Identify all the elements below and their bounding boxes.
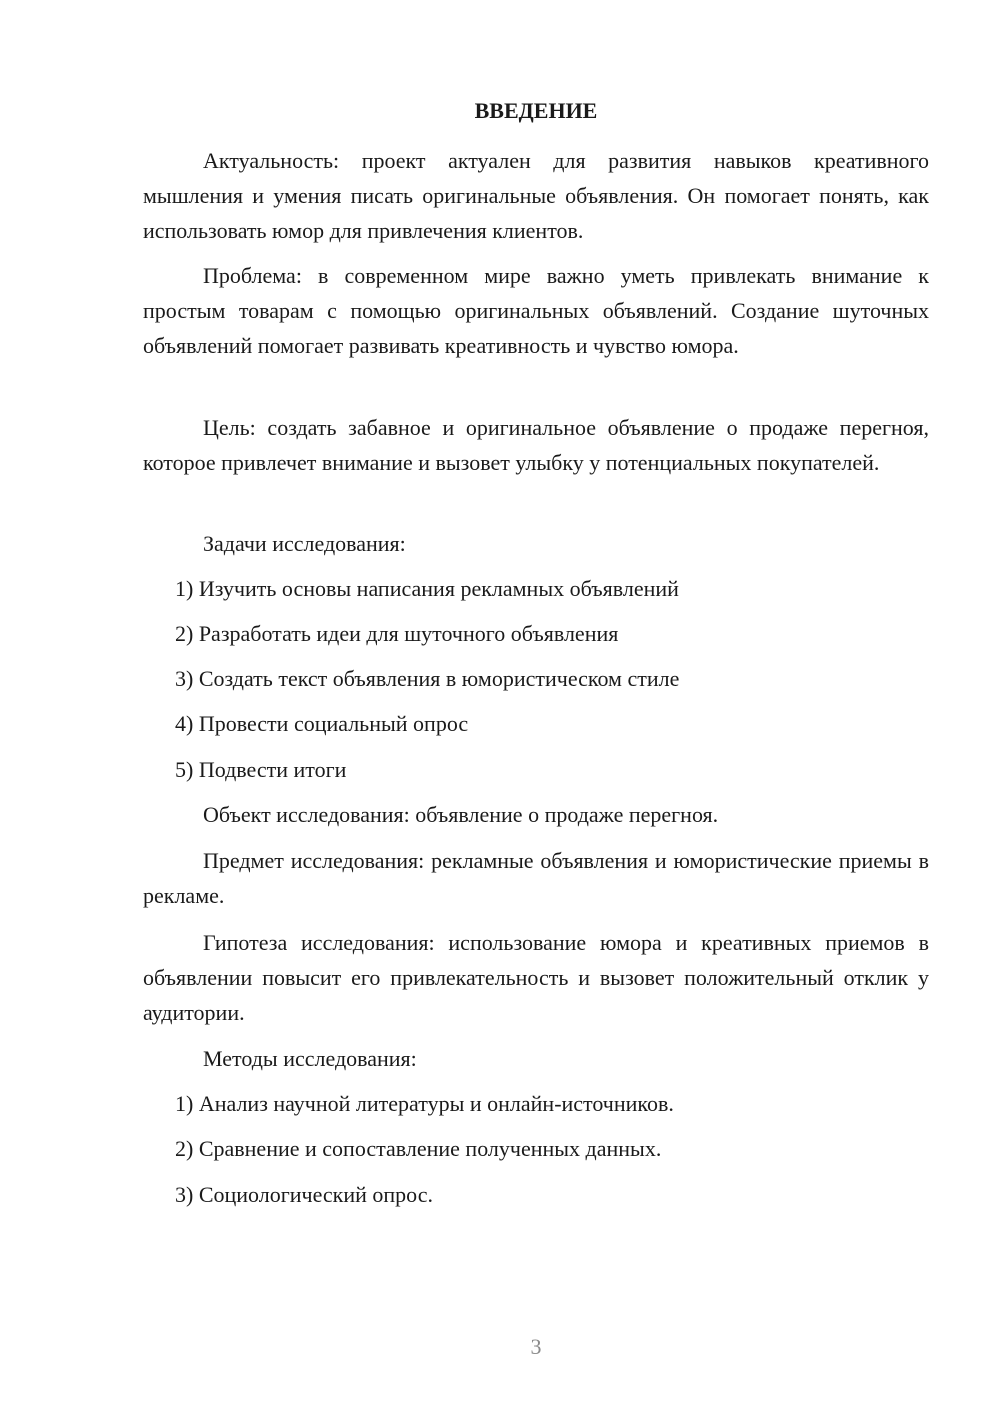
method-item: 2) Сравнение и сопоставление полученных данных. [175,1136,662,1161]
hypothesis-paragraph: Гипотеза исследования: использование юмора и креативных приемов в объявлении повысит его привлекательность и вызовет положительный отклик у аудитории. [143,930,929,1025]
task-item: 2) Разработать идеи для шуточного объявления [175,621,619,646]
task-item: 3) Создать текст объявления в юмористическом стиле [175,666,680,691]
task-item: 5) Подвести итоги [175,757,347,782]
tasks-heading: Задачи исследования: [203,531,406,556]
task-item: 1) Изучить основы написания рекламных объявлений [175,576,679,601]
task-item: 4) Провести социальный опрос [175,711,469,736]
methods-heading: Методы исследования: [203,1046,417,1071]
page-number: 3 [530,1334,542,1359]
method-item: 3) Социологический опрос. [175,1182,433,1207]
relevance-paragraph: Актуальность: проект актуален для развития навыков креативного мышления и умения писать оригинальные объявления. Он помогает понять, как использовать юмор для привлечения клиентов. [143,148,929,243]
subject-paragraph: Предмет исследования: рекламные объявления и юмористические приемы в рекламе. [143,848,929,908]
goal-paragraph: Цель: создать забавное и оригинальное объявление о продаже перегноя, которое привлечет внимание и вызовет улыбку у потенциальных покупателей. [143,415,929,475]
section-title: ВВЕДЕНИЕ [474,98,598,123]
object-paragraph: Объект исследования: объявление о продаже перегноя. [203,802,719,827]
problem-paragraph: Проблема: в современном мире важно уметь привлекать внимание к простым товарам с помощью оригинальных объявлений. Создание шуточных объявлений помогает развивать креативность и чувство юмора. [143,263,929,358]
method-item: 1) Анализ научной литературы и онлайн-источников. [175,1091,674,1116]
